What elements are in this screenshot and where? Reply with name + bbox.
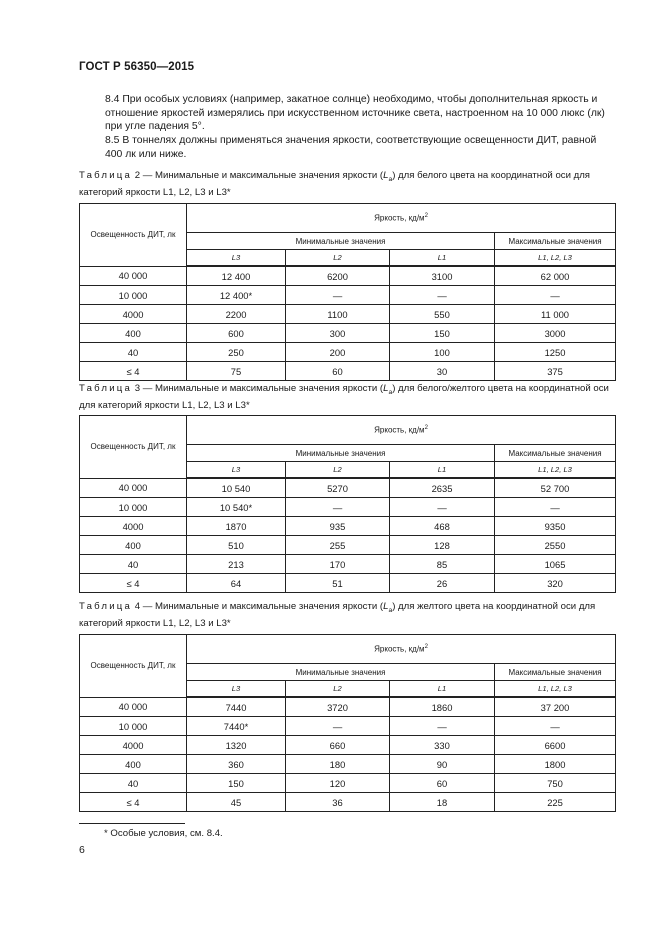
table-cell: 51	[286, 574, 390, 593]
table-cell: 7440	[187, 697, 286, 717]
sub-header-l2: L2	[286, 681, 390, 698]
sub-header-l1: L1	[390, 681, 495, 698]
table-caption-label: Таблица	[79, 601, 133, 612]
table-cell: 9350	[495, 517, 616, 536]
table-caption-l: L	[383, 170, 389, 181]
table-caption-text-b: ) для белого/желтого цвета на координатной оси для категорий яркости L1, L2, L3 и L3*	[79, 383, 609, 411]
table-cell: 250	[187, 343, 286, 362]
col-header-illuminance: Освещенность ДИТ, лк	[80, 416, 187, 479]
col-header-min: Минимальные значения	[187, 664, 495, 681]
col-header-illuminance: Освещенность ДИТ, лк	[80, 635, 187, 698]
page-number: 6	[79, 844, 85, 856]
table-row	[80, 555, 616, 574]
table-cell: 2200	[187, 305, 286, 324]
table-cell: 6600	[495, 736, 616, 755]
table-cell: 3720	[286, 697, 390, 717]
table-caption-l: L	[383, 383, 389, 394]
table-cell: 3000	[495, 324, 616, 343]
table-cell: 400	[80, 324, 187, 343]
table-cell: 1800	[495, 755, 616, 774]
table-row	[80, 517, 616, 536]
sub-header-all: L1, L2, L3	[495, 250, 616, 267]
table-caption-text-a: — Минимальные и максимальные значения яркости (	[142, 601, 384, 612]
table-cell: 90	[390, 755, 495, 774]
table-row	[80, 343, 616, 362]
table-cell: 750	[495, 774, 616, 793]
table-cell: 10 540*	[187, 498, 286, 517]
sub-header-l2: L2	[286, 462, 390, 479]
table-cell: ≤ 4	[80, 362, 187, 381]
table-cell: 36	[286, 793, 390, 812]
table-caption-number: 2	[134, 170, 141, 181]
table-cell: 40 000	[80, 478, 187, 498]
table-cell: 225	[495, 793, 616, 812]
table-cell: 85	[390, 555, 495, 574]
unit-label: Яркость, кд/м	[374, 213, 425, 223]
table-cell: —	[286, 498, 390, 517]
table-cell: 4000	[80, 305, 187, 324]
table-cell: 510	[187, 536, 286, 555]
table-cell: 64	[187, 574, 286, 593]
table-2	[79, 203, 616, 381]
table-caption-sub: a	[388, 175, 393, 183]
table-row	[80, 697, 616, 717]
table-2-caption	[79, 170, 619, 199]
footnote-divider	[79, 823, 185, 824]
table-cell: —	[390, 498, 495, 517]
table-cell: 11 000	[495, 305, 616, 324]
sub-header-l1: L1	[390, 250, 495, 267]
table-cell: 375	[495, 362, 616, 381]
table-cell: 40	[80, 555, 187, 574]
table-cell: 600	[187, 324, 286, 343]
col-header-min: Минимальные значения	[187, 233, 495, 250]
table-cell: 10 540	[187, 478, 286, 498]
table-cell: 300	[286, 324, 390, 343]
table-row	[80, 362, 616, 381]
paragraph-8-5-text: 8.5 В тоннелях должны применяться значения яркости, соответствующие освещенности ДИТ, равной 400 лк или ниже.	[105, 135, 597, 160]
table-cell: 18	[390, 793, 495, 812]
table-cell: 4000	[80, 736, 187, 755]
table-cell: 213	[187, 555, 286, 574]
table-cell: 1250	[495, 343, 616, 362]
table-cell: 1100	[286, 305, 390, 324]
table-cell: —	[495, 717, 616, 736]
unit-label: Яркость, кд/м	[374, 644, 425, 654]
table-cell: 360	[187, 755, 286, 774]
table-caption-number: 4	[134, 601, 141, 612]
sub-header-all: L1, L2, L3	[495, 462, 616, 479]
table-cell: 52 700	[495, 478, 616, 498]
table-row	[80, 478, 616, 498]
sub-header-l3: L3	[187, 681, 286, 698]
table-caption-l: L	[383, 601, 389, 612]
table-row	[80, 574, 616, 593]
col-header-luminance	[187, 416, 616, 445]
sub-header-all: L1, L2, L3	[495, 681, 616, 698]
table-cell: 37 200	[495, 697, 616, 717]
table-cell: 40	[80, 343, 187, 362]
table-cell: —	[495, 498, 616, 517]
sub-header-l3: L3	[187, 250, 286, 267]
table-row	[80, 305, 616, 324]
table-cell: 255	[286, 536, 390, 555]
table-cell: 100	[390, 343, 495, 362]
unit-sup: 2	[424, 425, 428, 432]
paragraph-8-4	[79, 93, 616, 134]
table-row	[80, 793, 616, 812]
table-cell: 10 000	[80, 286, 187, 305]
table-cell: 1320	[187, 736, 286, 755]
table-caption-label: Таблица	[79, 170, 133, 181]
table-row	[80, 286, 616, 305]
col-header-luminance	[187, 635, 616, 664]
table-cell: 180	[286, 755, 390, 774]
table-cell: 40 000	[80, 697, 187, 717]
col-header-max: Максимальные значения	[495, 664, 616, 681]
table-cell: 320	[495, 574, 616, 593]
table-cell: 150	[390, 324, 495, 343]
table-row	[80, 498, 616, 517]
table-cell: 170	[286, 555, 390, 574]
unit-sup: 2	[424, 644, 428, 651]
paragraph-8-4-text: 8.4 При особых условиях (например, закатное солнце) необходимо, чтобы дополнительная яркость и отношение яркостей измерялись при искусственном источнике света, настроенном на 10 000 люкс (лк) при угле падения 5°.	[105, 94, 605, 133]
table-cell: 128	[390, 536, 495, 555]
table-caption-sub: a	[388, 606, 393, 614]
table-cell: 200	[286, 343, 390, 362]
table-cell: 10 000	[80, 498, 187, 517]
table-cell: —	[286, 286, 390, 305]
table-cell: 75	[187, 362, 286, 381]
table-cell: 4000	[80, 517, 187, 536]
table-cell: 400	[80, 536, 187, 555]
table-cell: 330	[390, 736, 495, 755]
table-cell: 40 000	[80, 266, 187, 286]
table-cell: ≤ 4	[80, 793, 187, 812]
table-cell: 5270	[286, 478, 390, 498]
table-cell: 60	[286, 362, 390, 381]
table-row	[80, 774, 616, 793]
table-cell: 12 400*	[187, 286, 286, 305]
table-caption-label: Таблица	[79, 383, 133, 394]
table-cell: ≤ 4	[80, 574, 187, 593]
table-caption-text-b: ) для желтого цвета на координатной оси для категорий яркости L1, L2, L3 и L3*	[79, 601, 596, 629]
table-cell: 45	[187, 793, 286, 812]
unit-label: Яркость, кд/м	[374, 425, 425, 435]
table-cell: 30	[390, 362, 495, 381]
table-row	[80, 536, 616, 555]
table-row	[80, 266, 616, 286]
table-cell: 120	[286, 774, 390, 793]
col-header-max: Максимальные значения	[495, 233, 616, 250]
sub-header-l1: L1	[390, 462, 495, 479]
table-caption-text-a: — Минимальные и максимальные значения яркости (	[142, 383, 384, 394]
table-row	[80, 755, 616, 774]
table-row	[80, 717, 616, 736]
table-cell: 550	[390, 305, 495, 324]
table-cell: 6200	[286, 266, 390, 286]
table-3-caption	[79, 383, 619, 412]
table-cell: 2635	[390, 478, 495, 498]
document-header: ГОСТ Р 56350—2015	[79, 61, 195, 73]
table-cell: 3100	[390, 266, 495, 286]
table-cell: 150	[187, 774, 286, 793]
table-cell: 60	[390, 774, 495, 793]
table-cell: 40	[80, 774, 187, 793]
table-cell: 1870	[187, 517, 286, 536]
table-cell: —	[390, 717, 495, 736]
sub-header-l3: L3	[187, 462, 286, 479]
table-cell: 660	[286, 736, 390, 755]
table-cell: 7440*	[187, 717, 286, 736]
unit-sup: 2	[424, 213, 428, 220]
table-4	[79, 634, 616, 812]
sub-header-l2: L2	[286, 250, 390, 267]
col-header-illuminance: Освещенность ДИТ, лк	[80, 204, 187, 267]
col-header-luminance	[187, 204, 616, 233]
table-caption-text-a: — Минимальные и максимальные значения яркости (	[142, 170, 384, 181]
col-header-max: Максимальные значения	[495, 445, 616, 462]
footnote: * Особые условия, см. 8.4.	[104, 828, 223, 839]
table-caption-number: 3	[134, 383, 141, 394]
table-cell: 1860	[390, 697, 495, 717]
table-cell: 400	[80, 755, 187, 774]
table-caption-sub: a	[388, 388, 393, 396]
table-3	[79, 415, 616, 593]
table-4-caption	[79, 601, 619, 630]
table-cell: 468	[390, 517, 495, 536]
table-cell: 26	[390, 574, 495, 593]
col-header-min: Минимальные значения	[187, 445, 495, 462]
table-cell: 1065	[495, 555, 616, 574]
table-cell: —	[495, 286, 616, 305]
paragraph-8-5	[79, 134, 616, 161]
table-cell: —	[390, 286, 495, 305]
table-caption-text-b: ) для белого цвета на координатной оси для категорий яркости L1, L2, L3 и L3*	[79, 170, 590, 198]
table-cell: 10 000	[80, 717, 187, 736]
table-cell: —	[286, 717, 390, 736]
table-row	[80, 736, 616, 755]
table-cell: 12 400	[187, 266, 286, 286]
table-cell: 935	[286, 517, 390, 536]
table-cell: 62 000	[495, 266, 616, 286]
table-cell: 2550	[495, 536, 616, 555]
table-row	[80, 324, 616, 343]
